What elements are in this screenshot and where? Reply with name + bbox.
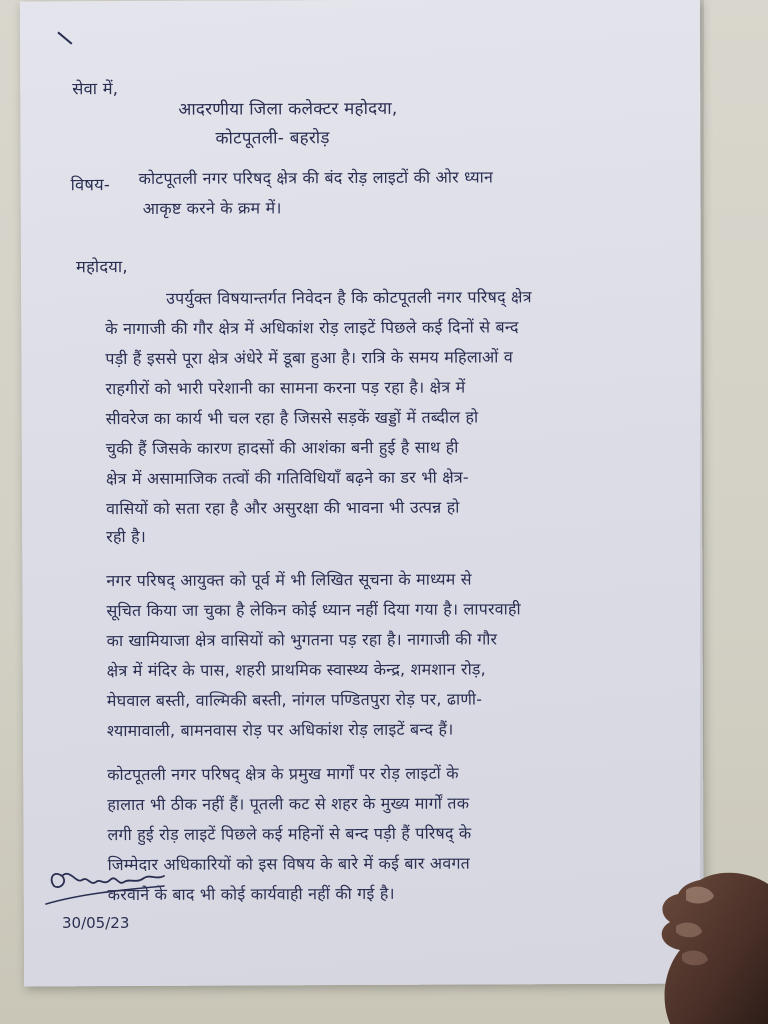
para1-line: चुकी हैं जिसके कारण हादसों की आशंका बनी हुई है साथ ही — [105, 437, 459, 459]
addressee-line-1: आदरणीया जिला कलेक्टर महोदया, — [178, 98, 398, 120]
para2-line: का खामियाजा क्षेत्र वासियों को भुगतना पड़ रहा है। नागाजी की गौर — [106, 629, 498, 651]
subject-line-2: आकृष्ट करने के क्रम में। — [142, 198, 282, 218]
paper-edge-shadow — [700, 0, 704, 985]
subject-line-1: कोटपूतली नगर परिषद् क्षेत्र की बंद रोड़ लाइटों की ओर ध्यान — [138, 167, 494, 188]
para3-line: हालात भी ठीक नहीं हैं। पूतली कट से शहर के मुख्य मार्गों तक — [107, 793, 470, 815]
para1-line: वासियों को सता रहा है और असुरक्षा की भावना भी उत्पन्न हो — [106, 497, 460, 519]
para3-line: करवाने के बाद भी कोई कार्यवाही नहीं की गई है। — [107, 883, 395, 905]
corner-tick-mark — [57, 32, 72, 45]
para3-line: कोटपूतली नगर परिषद् क्षेत्र के प्रमुख मार्गों पर रोड़ लाइटों के — [107, 763, 459, 785]
signature-name: Rajpal — [58, 888, 62, 889]
para1-line: सीवरेज का कार्य भी चल रहा है जिससे सड़कें खड्डों में तब्दील हो — [105, 407, 479, 429]
subject-label: विषय- — [70, 175, 111, 195]
greeting: महोदया, — [75, 257, 128, 277]
para2-line: सूचित किया जा चुका है लेकिन कोई ध्यान नहीं दिया गया है। लापरवाही — [106, 599, 521, 621]
para2-line: नगर परिषद् आयुक्त को पूर्व में भी लिखित सूचना के माध्यम से — [106, 569, 472, 591]
signature — [40, 856, 170, 936]
addressee-line-2: कोटपूतली- बहरोड़ — [215, 128, 330, 149]
para3-line: लगी हुई रोड़ लाइटें पिछले कई महिनों से बन्द पड़ी हैं परिषद् के — [107, 823, 472, 845]
para1-line: क्षेत्र में असामाजिक तत्वों की गतिविधियाँ बढ़ने का डर भी क्षेत्र- — [105, 467, 469, 489]
para1-line: रही है। — [106, 526, 147, 547]
salutation-to: सेवा में, — [72, 79, 119, 99]
para2-line: मेघवाल बस्ती, वाल्मिकी बस्ती, नांगल पण्डितपुरा रोड़ पर, ढाणी- — [106, 689, 483, 711]
para2-line: क्षेत्र में मंदिर के पास, शहरी प्राथमिक स्वास्थ्य केन्द्र, शमशान रोड़, — [106, 659, 486, 681]
para1-line: उपर्युक्त विषयान्तर्गत निवेदन है कि कोटपूतली नगर परिषद् क्षेत्र — [166, 287, 532, 308]
para1-line: राहगीरों को भारी परेशानी का सामना करना पड़ रहा है। क्षेत्र में — [105, 377, 466, 399]
para2-line: श्यामावाली, बामनवास रोड़ पर अधिकांश रोड़ लाइटें बन्द हैं। — [106, 719, 454, 741]
signature-date: 30/05/23 — [62, 914, 130, 932]
para1-line: पड़ी हैं इससे पूरा क्षेत्र अंधेरे में डूबा हुआ है। रात्रि के समय महिलाओं व — [105, 347, 514, 369]
finger-holding-paper — [630, 850, 768, 1024]
letter-page — [20, 0, 704, 986]
para1-line: के नागाजी की गौर क्षेत्र में अधिकांश रोड़ लाइटें पिछले कई दिनों से बन्द — [105, 317, 519, 339]
para3-line: जिम्मेदार अधिकारियों को इस विषय के बारे में कई बार अवगत — [107, 853, 471, 875]
